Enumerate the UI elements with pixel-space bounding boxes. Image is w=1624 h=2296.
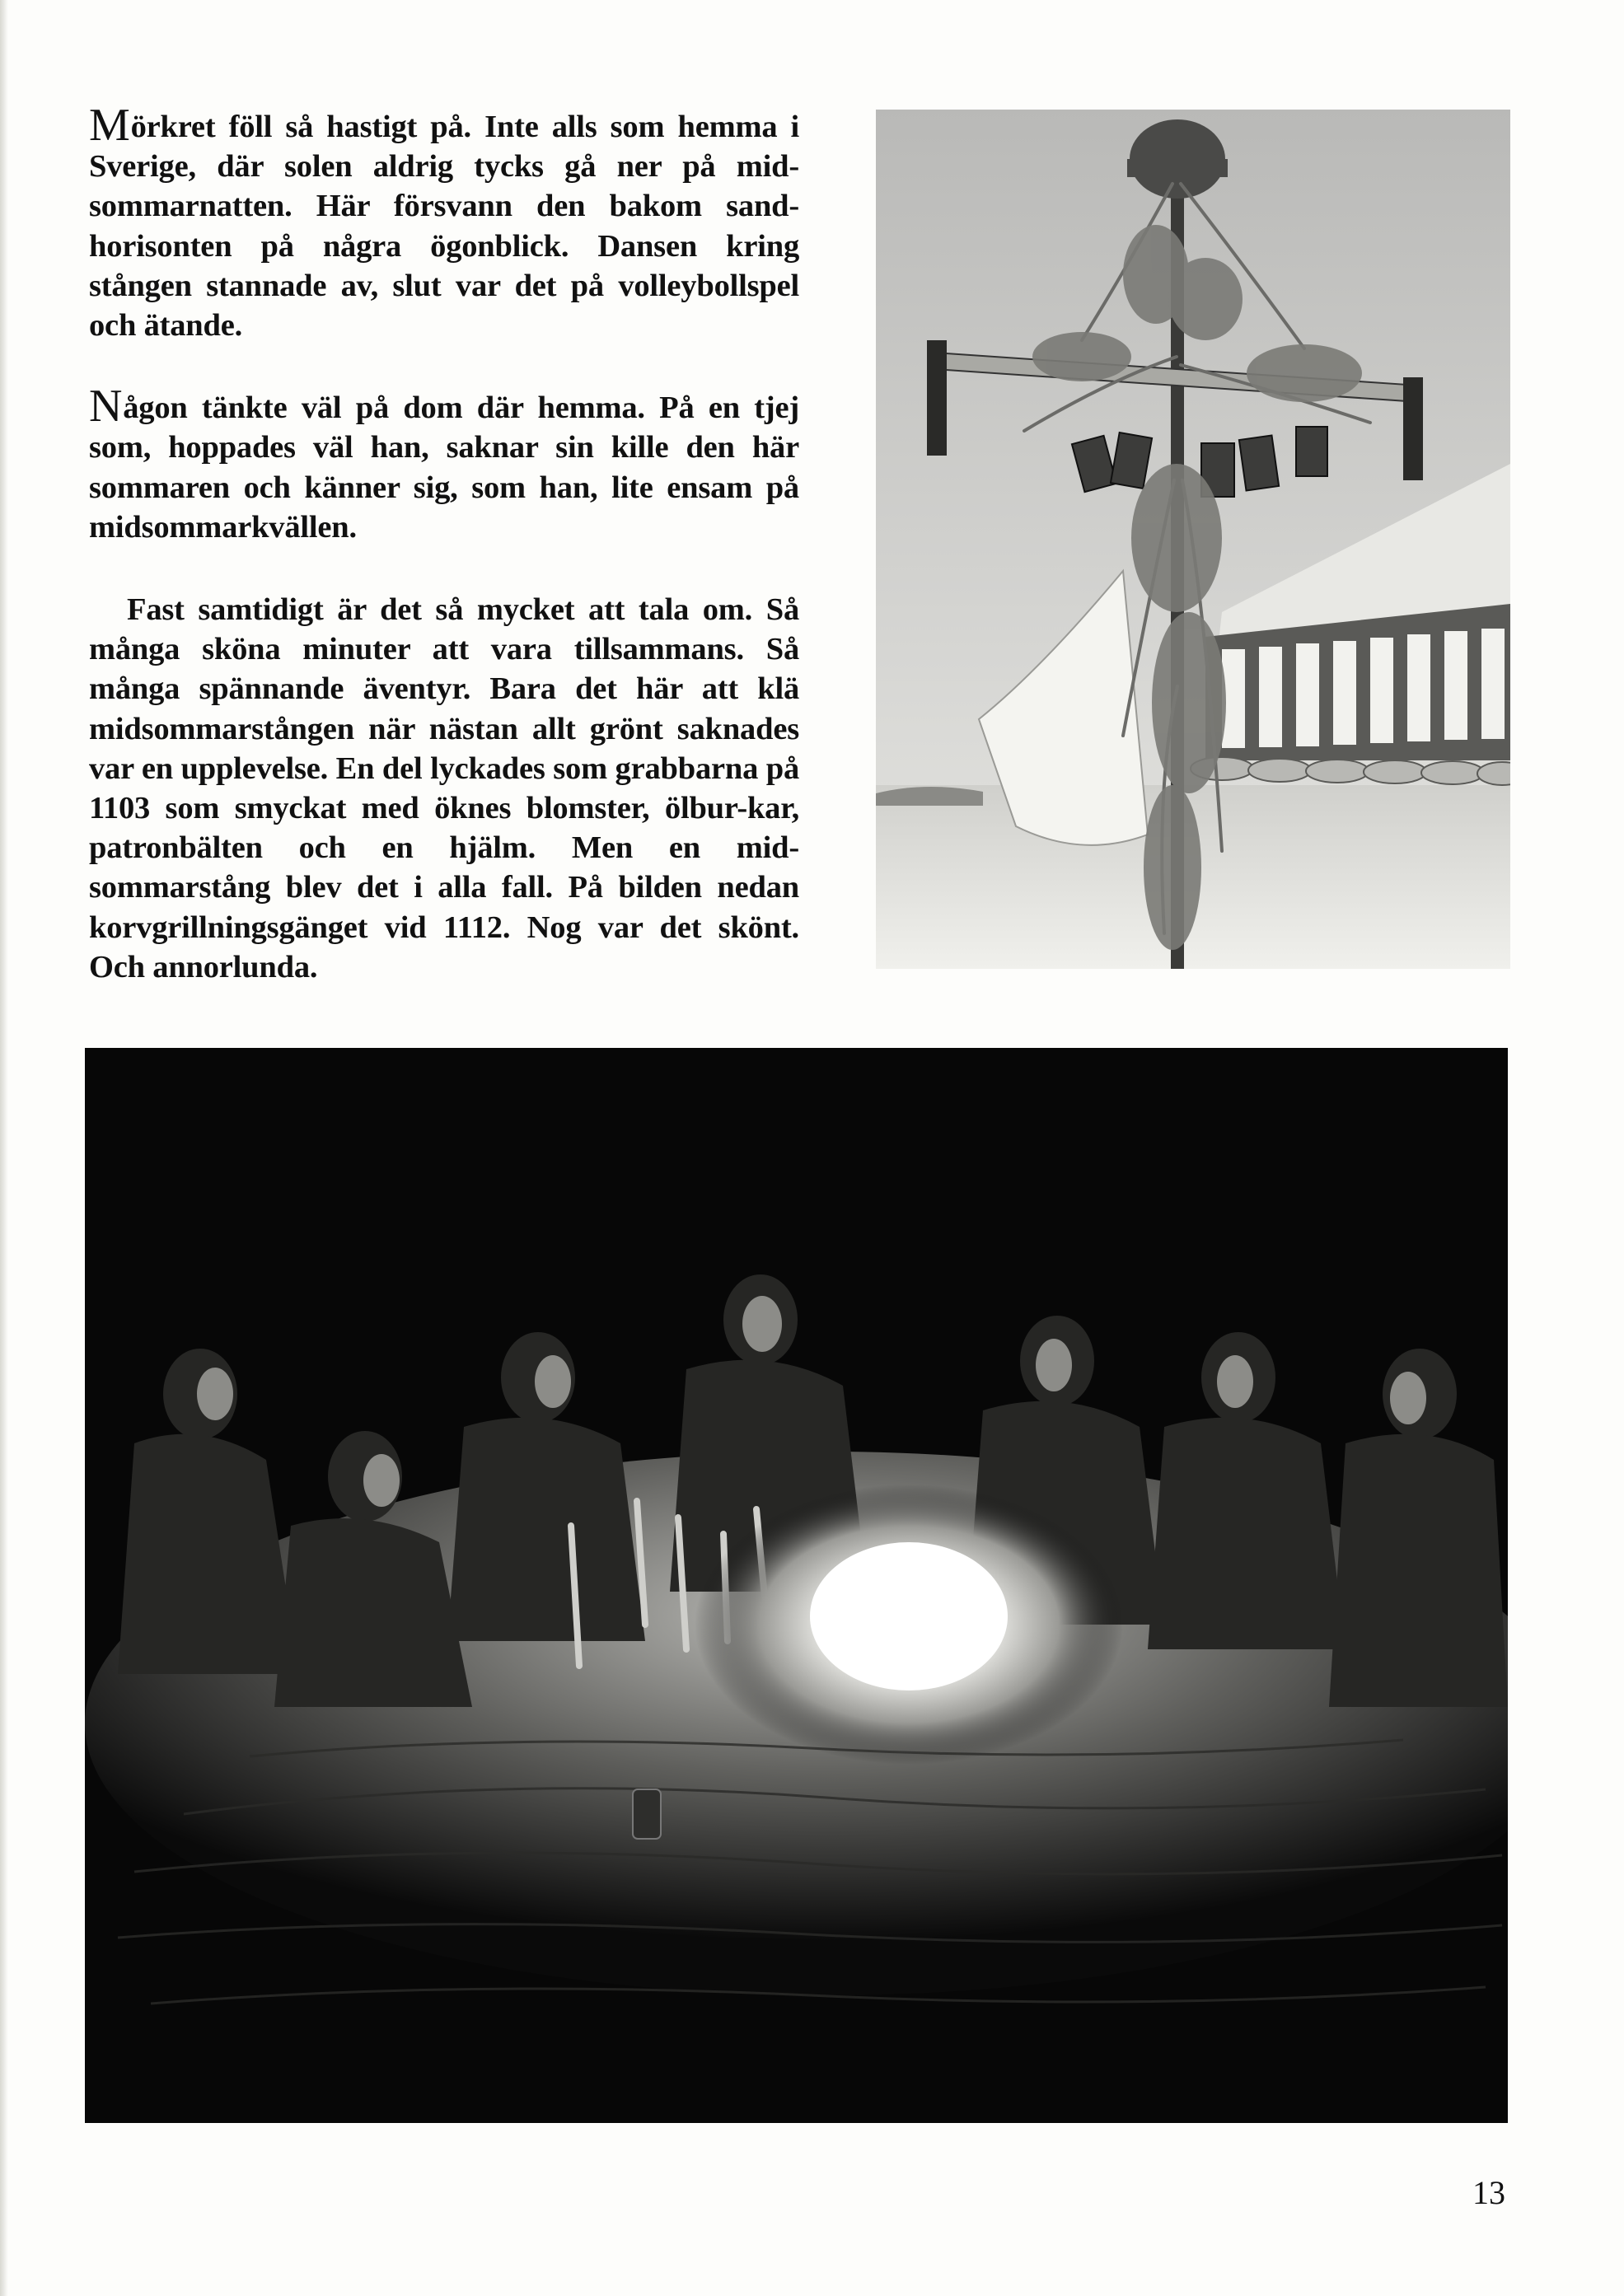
midsummer-pole-image [876, 110, 1510, 969]
campfire-photo [85, 1048, 1508, 2123]
article-text [89, 100, 799, 1030]
binding-edge [0, 0, 8, 2296]
paragraph-2 [89, 381, 799, 547]
dropcap-1: M [89, 100, 130, 151]
dropcap-2: N [89, 381, 123, 433]
paragraph-1-text: örkret föll så hastigt på. Inte alls som hemma i Sverige, där solen aldrig tycks gå ner på mid-sommarnatten. Här försvann den bakom sand-horisonten på några ögonblick. Dansen kring stången stannade av, slut var det på volleybollspel och ätande. [89, 110, 799, 344]
page-number: 13 [1472, 2174, 1505, 2211]
paragraph-3 [89, 590, 799, 987]
paragraph-1 [89, 100, 799, 345]
paragraph-3-text: Fast samtidigt är det så mycket att tala om. Så många sköna minuter att vara tillsammans. Så många spännande äventyr. Bara det här att klä midsommarstången när nästan allt grönt saknades var en upplevelse. En del lyckades som grabbarna på 1103 som smyckat med öknes blomster, ölbur-kar, patronbälten och en hjälm. Men en mid-sommarstång blev det i alla fall. På bilden nedan korvgrillningsgänget vid 1112. Nog var det skönt. Och annorlunda. [89, 592, 799, 984]
campfire-image [85, 1048, 1508, 2123]
paragraph-2-text: ågon tänkte väl på dom där hemma. På en tjej som, hoppades väl han, saknar sin kille den här sommaren och känner sig, som han, lite ensam på midsommarkvällen. [89, 390, 799, 545]
midsummer-pole-photo [876, 110, 1510, 969]
